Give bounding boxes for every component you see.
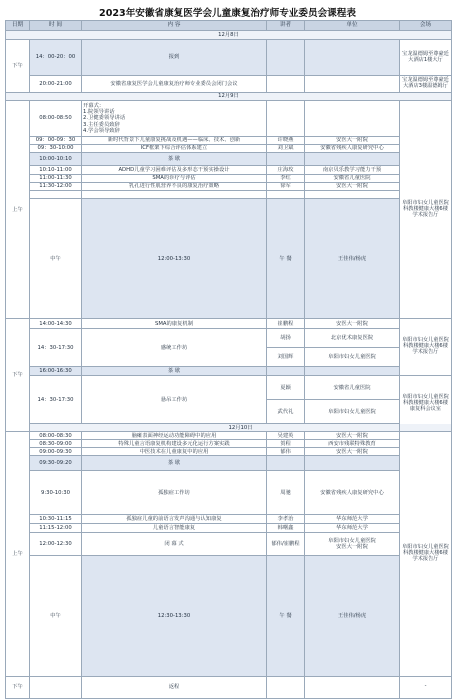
time-cell: 08:00-08:50 [30,101,82,137]
speaker-cell: 庄海玫 [267,166,305,175]
period-cell: 下午 [6,676,30,698]
time-cell: 14：30-17:30 [30,329,82,367]
unit-cell [305,153,400,166]
content-cell: 感统工作坊 [82,329,267,367]
header-content: 内 容 [82,21,267,31]
day-label: 12月10日 [30,424,452,432]
time-cell: 14：30-17:30 [30,376,82,424]
table-row [6,515,452,524]
content-cell: 新时代背景下儿童康复挑战及机遇——临床、技术、创新 [82,137,267,145]
day-row [6,93,452,101]
unit-cell: 安徽省儿童医院 [305,175,400,183]
unit-cell [305,676,400,698]
unit-cell [305,101,400,137]
content-cell: SMA的诊疗与评估 [82,175,267,183]
time-cell: 10:30-11:15 [30,515,82,524]
table-row [6,137,452,145]
unit-cell [305,191,400,199]
period-cell: 上午 [6,432,30,676]
unit-cell [305,40,400,76]
period-cell: 下午 [6,319,30,432]
table-row [6,199,452,319]
speaker-cell: 周驰 [267,471,305,515]
speaker-cell [267,153,305,166]
table-row [6,40,452,76]
content-cell: 茶 歇 [82,456,267,471]
speaker-cell: 王佳伟/杨虎 [305,556,400,676]
period-cell: 上午 [6,101,30,319]
speaker-cell [267,456,305,471]
time-cell: 14：00-20：00 [30,40,82,76]
time-cell: 10:00-10:10 [30,153,82,166]
time-cell: 12:30-13:30 [82,556,267,676]
speaker-cell: 李红 [267,175,305,183]
unit-cell: 安医大一附院 [305,319,400,329]
table-row [6,319,452,329]
page-title: 2023年安徽省康复医学会儿童康复治疗师专业委员会课程表 [99,8,356,19]
table-row [6,329,452,348]
table-row [6,456,452,471]
speaker-cell: 刘国辉 [267,348,305,367]
content-cell: 茶 歇 [82,153,267,166]
speaker-cell [267,676,305,698]
schedule-body [6,31,452,699]
table-row [6,376,452,400]
venue-cell: - [400,676,452,698]
unit-cell: 安医大一附院 [305,183,400,191]
speaker-cell: 韩曙鑫 [267,524,305,533]
unit-cell: 安徽省残疾人康复研究中心 [305,471,400,515]
content-cell: 乳孔进行性肌营养不良的康复治疗策略 [82,183,267,191]
header-date: 日期 [6,21,30,31]
speaker-cell: 徐军 [267,183,305,191]
content-cell: 安徽省康复医学会儿童康复治疗师专业委员会闭门会议 [82,76,267,93]
table-row [6,440,452,448]
time-cell: 09:30-09:20 [30,456,82,471]
content-cell: 悬吊工作坊 [82,376,267,424]
period-cell: 中午 [30,199,82,319]
content-cell: 开幕式： 1.院领导讲话 2.卫健委领导讲话 3.主任委员致辞 4.学会领导致辞 [82,101,267,137]
speaker-cell: 郁伟/崔鹏程 [267,533,305,556]
time-cell: 11:15-12:00 [30,524,82,533]
table-row [6,471,452,515]
content-cell: 孤独症工作坊 [82,471,267,515]
content-cell: 茶 歇 [82,367,267,376]
time-cell: 11:00-11:30 [30,175,82,183]
unit-cell [305,76,400,93]
time-cell: 09：30-10:00 [30,145,82,153]
speaker-cell: 刘卫斌 [267,145,305,153]
header-venue: 会场 [400,21,452,31]
content-cell: 返程 [82,676,267,698]
speaker-cell: 贺程 [267,440,305,448]
speaker-cell: 武代礼 [267,400,305,424]
content-cell: 特殊儿童言语康复机构建设多元化运行方案实践 [82,440,267,448]
speaker-cell: 胡扬 [267,329,305,348]
table-row [6,145,452,153]
content-cell: 中医技术在儿童康复中的应用 [82,448,267,456]
content-cell: 脑瘫表面神经运动功能障碍中的应用 [82,432,267,440]
speaker-cell: 许晓燕 [267,137,305,145]
content-cell: 闭 幕 式 [82,533,267,556]
time-cell: 09:00-09:30 [30,448,82,456]
table-row [6,166,452,175]
speaker-cell [267,40,305,76]
table-row [6,432,452,440]
speaker-cell: 李孝治 [267,515,305,524]
speaker-cell: 夏颖 [267,376,305,400]
time-cell: 11:30-12:00 [30,183,82,191]
speaker-cell: 王佳伟/杨虎 [305,199,400,319]
speaker-cell: 郁伟 [267,448,305,456]
speaker-cell: 吴建英 [267,432,305,440]
time-cell: 16:00-16:30 [30,367,82,376]
schedule-table [5,20,452,699]
unit-cell: 安医大一附院 [305,137,400,145]
content-cell: 午 餐 [267,199,305,319]
speaker-cell: 崔鹏程 [267,319,305,329]
period-cell: 中午 [30,556,82,676]
speaker-cell [267,367,305,376]
venue-cell: 阜阳市妇女儿童医院科教楼健康大楼6楼学术报告厅 [400,319,452,376]
header-speaker: 讲者 [267,21,305,31]
time-cell: 12:00-13:30 [82,199,267,319]
unit-cell [305,456,400,471]
unit-cell: 阜阳市妇女儿童医院 [305,348,400,367]
table-row [6,101,452,137]
unit-cell: 华东师范大学 [305,524,400,533]
table-row [6,556,452,676]
unit-cell: 阜阳市妇女儿童医院 安医大一附院 [305,533,400,556]
venue-cell: 阜阳市妇女儿童医院科教楼健康大楼6楼康复科会议室 [400,376,452,432]
content-cell: SMA的康复机制 [82,319,267,329]
period-cell: 下午 [6,40,30,93]
day-row [6,31,452,40]
time-cell: 09：00-09：30 [30,137,82,145]
content-cell: 孤独症儿童的前语言发声沟通与认知康复 [82,515,267,524]
venue-cell: 阜阳市妇女儿童医院科教楼健康大楼6楼学术报告厅 [400,101,452,319]
unit-cell: 阜阳市妇女儿童医院 [305,400,400,424]
unit-cell: 安医大一附院 [305,432,400,440]
venue-cell: 宝龙温德姆至尊豪廷大酒店1楼大厅 [400,40,452,76]
content-cell: 儿童语言智能康复 [82,524,267,533]
header-time: 时 间 [30,21,82,31]
table-row [6,183,452,191]
header-row [6,21,452,31]
table-row [6,191,452,199]
day-label: 12月8日 [6,31,452,40]
day-label: 12月9日 [6,93,452,101]
unit-cell: 安医大一附院 [305,448,400,456]
content-cell: ADHD儿童学习困难评估及多形态干预实操设计 [82,166,267,175]
table-row [6,76,452,93]
content-cell: ICF框架下综合评估体系建立 [82,145,267,153]
unit-cell: 华东师范大学 [305,515,400,524]
content-cell [82,191,267,199]
time-cell [30,676,82,698]
content-cell: 报到 [82,40,267,76]
content-cell: 午 餐 [267,556,305,676]
table-row [6,676,452,698]
time-cell: 14:00-14:30 [30,319,82,329]
table-row [6,448,452,456]
time-cell: 08:00-08:30 [30,432,82,440]
time-cell: 10:10-11:00 [30,166,82,175]
time-cell: 9:30-10:30 [30,471,82,515]
table-row [6,533,452,556]
unit-cell: 北京优术康复医院 [305,329,400,348]
speaker-cell [267,101,305,137]
unit-cell: 安徽省残疾人康复研究中心 [305,145,400,153]
venue-cell: 宝龙温德姆至尊豪廷大酒店3楼温德姆厅 [400,76,452,93]
time-cell [30,191,82,199]
table-row [6,524,452,533]
speaker-cell [267,76,305,93]
day-row [6,424,452,432]
header-unit: 单位 [305,21,400,31]
unit-cell [305,367,400,376]
unit-cell: 南京贝乐教学习能力干预 [305,166,400,175]
time-cell: 12:00-12:30 [30,533,82,556]
time-cell: 20:00-21:00 [30,76,82,93]
unit-cell: 西安市残联特殊教育 [305,440,400,448]
table-row [6,153,452,166]
time-cell: 08:30-09:00 [30,440,82,448]
table-row [6,175,452,183]
unit-cell: 安徽省儿童医院 [305,376,400,400]
venue-cell: 阜阳市妇女儿童医院科教楼健康大楼6楼学术报告厅 [400,432,452,676]
speaker-cell [267,191,305,199]
table-row [6,367,452,376]
